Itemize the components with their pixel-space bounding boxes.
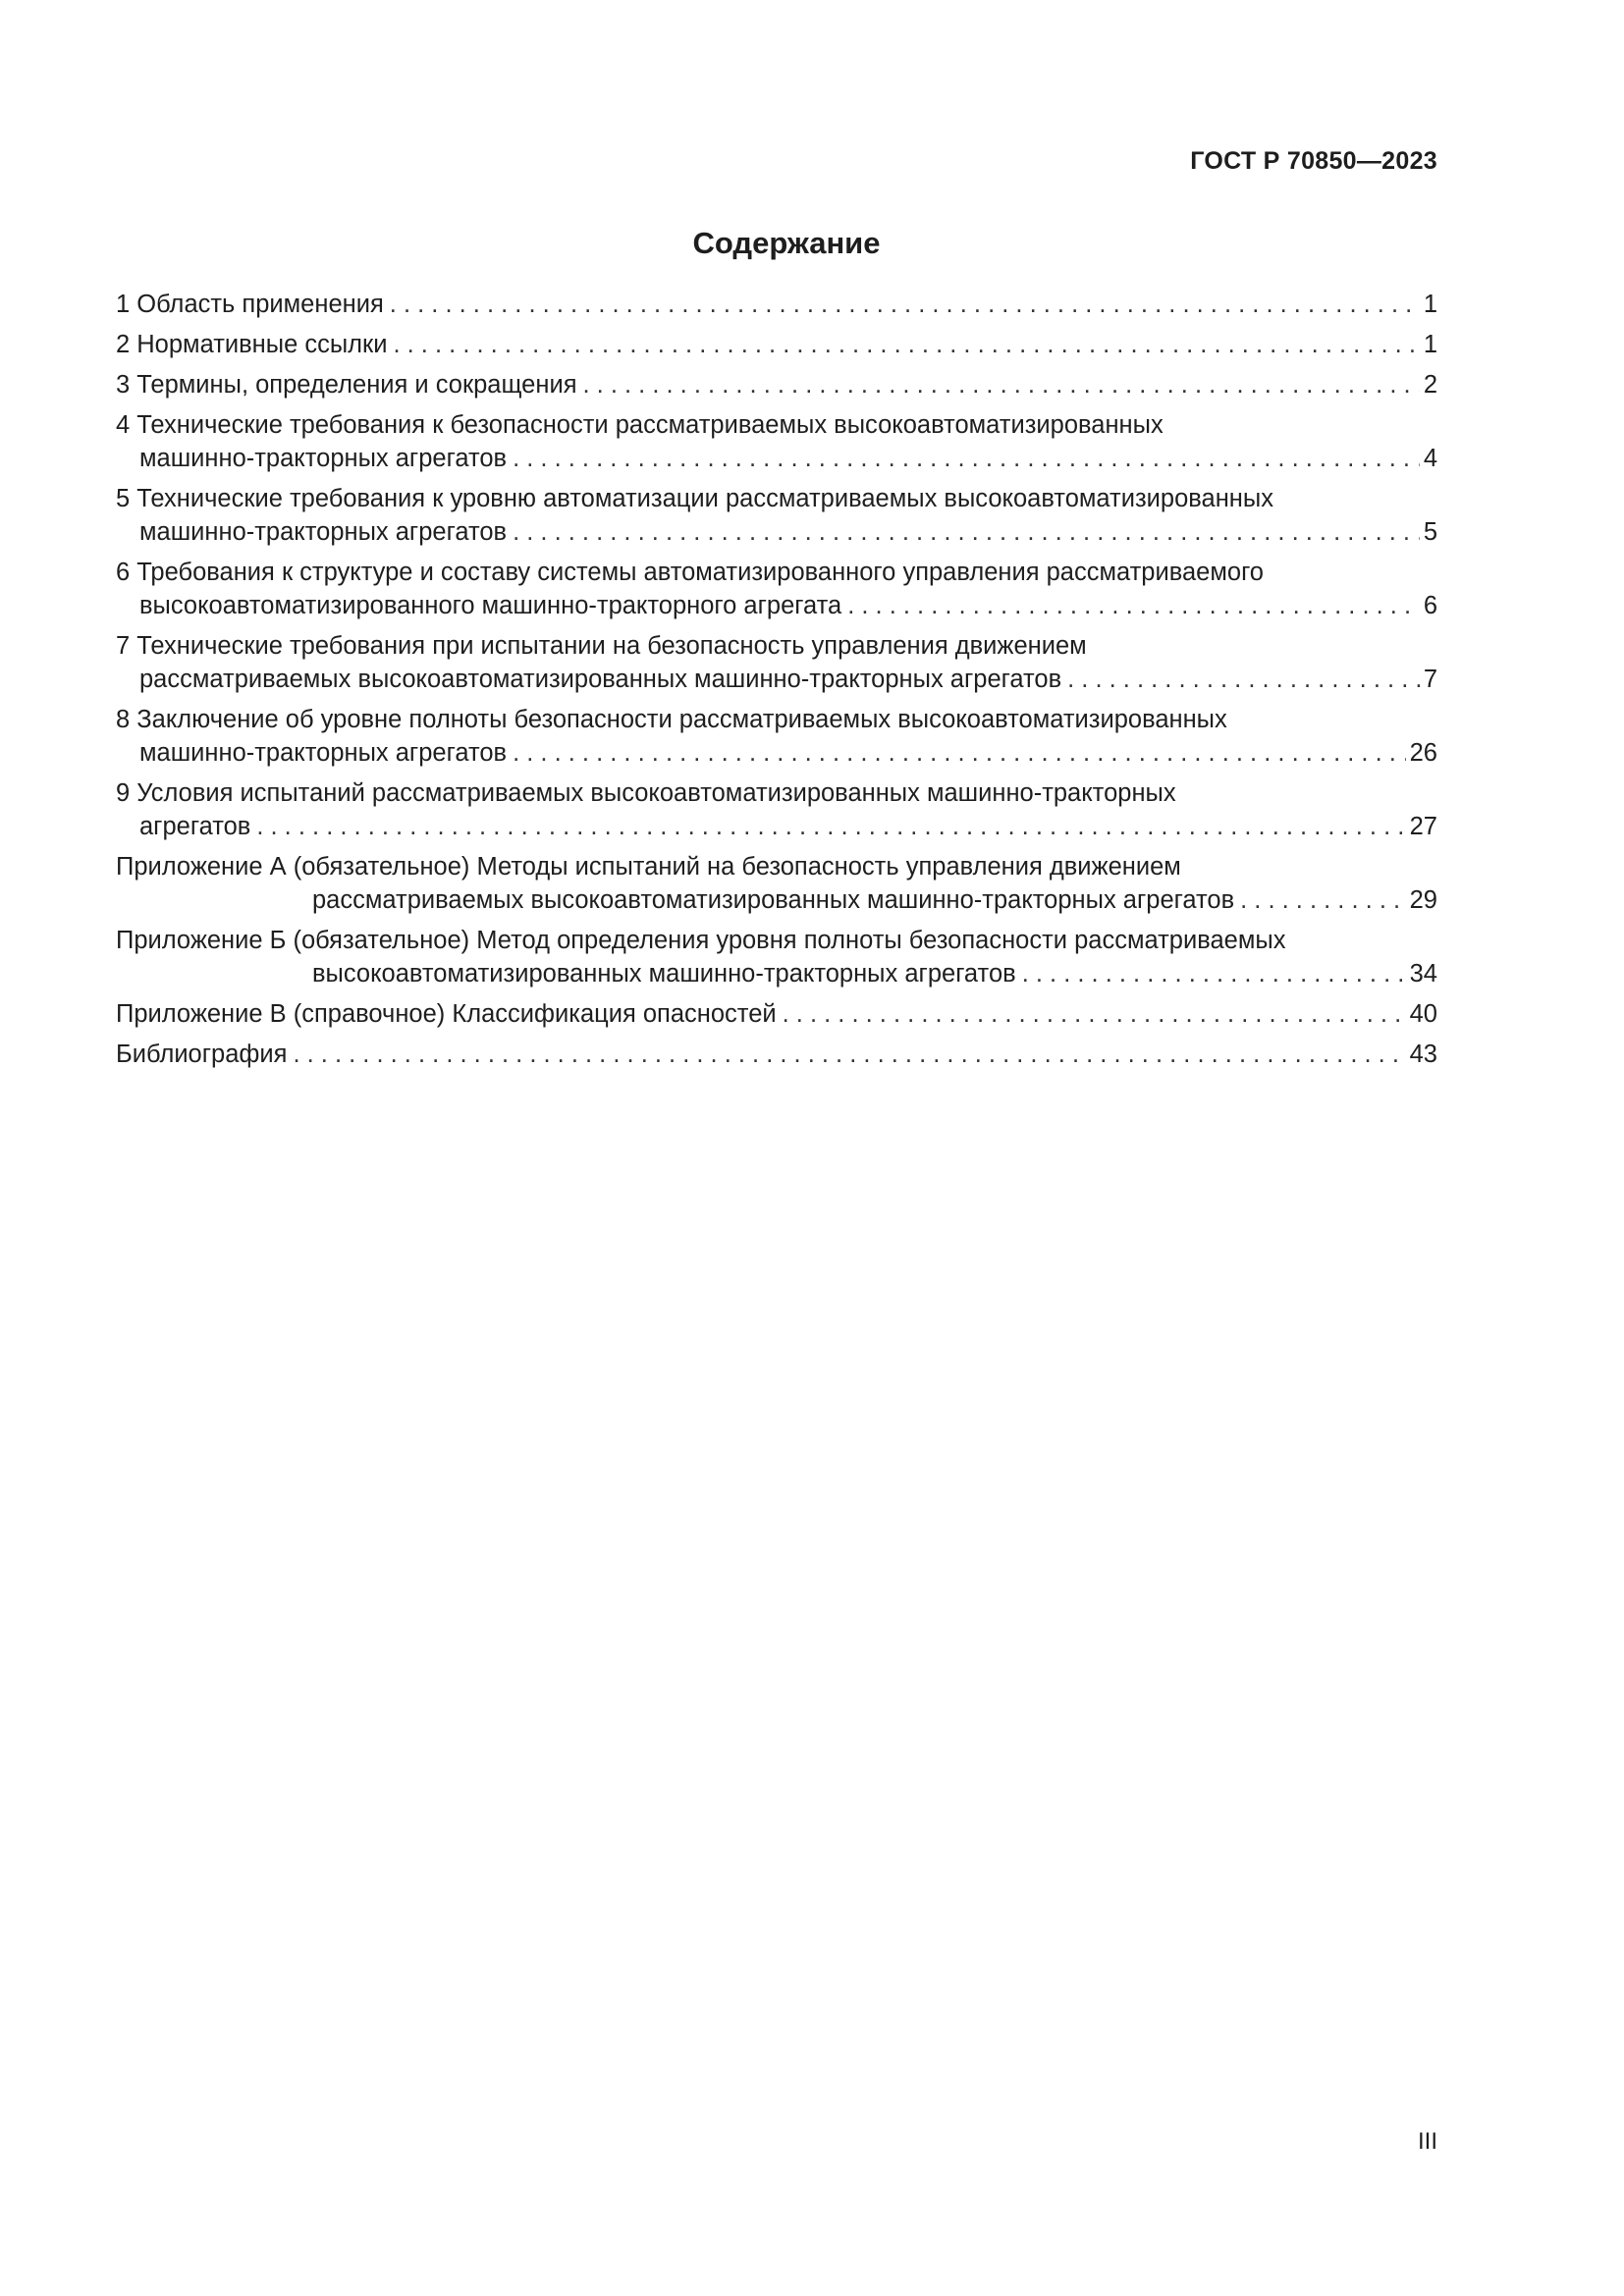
- toc-page-number: 2: [1423, 371, 1437, 399]
- toc-entry[interactable]: [116, 776, 1437, 843]
- document-code: ГОСТ Р 70850—2023: [1190, 147, 1437, 175]
- toc-entry-text: Библиография: [116, 1041, 288, 1068]
- toc-page-number: 4: [1423, 445, 1437, 472]
- toc-entry-text-cont: рассматриваемых высокоавтоматизированных машинно-тракторных агрегатов: [312, 886, 1235, 914]
- toc-entry[interactable]: [116, 328, 1437, 361]
- toc-entry[interactable]: [116, 482, 1437, 549]
- toc-page-number: 29: [1409, 886, 1437, 914]
- toc-leader: [390, 288, 1420, 321]
- toc-entry-appendix-v[interactable]: [116, 997, 1437, 1031]
- toc-leader: [513, 442, 1420, 475]
- table-of-contents: [116, 288, 1437, 1078]
- toc-entry-text: 9 Условия испытаний рассматриваемых высокоавтоматизированных машинно-тракторных: [116, 779, 1176, 807]
- toc-entry-text: 4 Технические требования к безопасности рассматриваемых высокоавтоматизированных: [116, 411, 1164, 439]
- toc-leader: [847, 589, 1420, 622]
- toc-leader: [1240, 883, 1406, 917]
- page-number: III: [1417, 2128, 1437, 2155]
- toc-entry-text: 6 Требования к структуре и составу системы автоматизированного управления рассматриваемого: [116, 559, 1264, 586]
- toc-entry-text-cont: машинно-тракторных агрегатов: [139, 445, 508, 472]
- toc-entry-text: 5 Технические требования к уровню автоматизации рассматриваемых высокоавтоматизированных: [116, 485, 1273, 512]
- toc-page-number: 6: [1423, 592, 1437, 619]
- toc-entry-text-cont: машинно-тракторных агрегатов: [139, 739, 508, 767]
- toc-leader: [393, 328, 1419, 361]
- toc-page-number: 1: [1423, 291, 1437, 318]
- toc-page-number: 34: [1409, 960, 1437, 988]
- toc-entry-text-cont: высокоавтоматизированного машинно-тракторного агрегата: [139, 592, 842, 619]
- toc-entry-text: 2 Нормативные ссылки: [116, 331, 388, 358]
- toc-leader: [513, 515, 1420, 549]
- toc-entry[interactable]: [116, 288, 1437, 321]
- toc-leader: [513, 736, 1406, 770]
- toc-entry[interactable]: [116, 368, 1437, 401]
- toc-page-number: 5: [1423, 518, 1437, 546]
- toc-leader: [1067, 663, 1420, 696]
- toc-leader: [293, 1038, 1405, 1071]
- toc-entry-text: 1 Область применения: [116, 291, 384, 318]
- toc-entry-text-cont: агрегатов: [139, 813, 251, 840]
- toc-leader: [1022, 957, 1406, 990]
- toc-entry-bibliography[interactable]: [116, 1038, 1437, 1071]
- toc-entry[interactable]: [116, 408, 1437, 475]
- toc-entry-text: 3 Термины, определения и сокращения: [116, 371, 577, 399]
- toc-entry-appendix-a[interactable]: [116, 850, 1437, 917]
- toc-entry[interactable]: [116, 556, 1437, 622]
- toc-entry-text: Приложение В (справочное) Классификация опасностей: [116, 1000, 777, 1028]
- toc-title: Содержание: [692, 226, 881, 260]
- toc-entry-text: 7 Технические требования при испытании на безопасность управления движением: [116, 632, 1087, 660]
- toc-leader: [583, 368, 1420, 401]
- toc-page-number: 43: [1409, 1041, 1437, 1068]
- toc-entry-text: Приложение Б (обязательное) Метод определения уровня полноты безопасности рассматриваемых: [116, 927, 1286, 954]
- toc-page-number: 40: [1409, 1000, 1437, 1028]
- toc-entry-appendix-b[interactable]: [116, 924, 1437, 990]
- toc-entry-text-cont: рассматриваемых высокоавтоматизированных машинно-тракторных агрегатов: [139, 666, 1062, 693]
- toc-page-number: 27: [1409, 813, 1437, 840]
- toc-entry-text: Приложение А (обязательное) Методы испытаний на безопасность управления движением: [116, 853, 1181, 881]
- toc-leader: [783, 997, 1406, 1031]
- toc-entry-text-cont: высокоавтоматизированных машинно-тракторных агрегатов: [312, 960, 1016, 988]
- toc-entry-text-cont: машинно-тракторных агрегатов: [139, 518, 508, 546]
- toc-leader: [256, 810, 1405, 843]
- toc-page-number: 7: [1423, 666, 1437, 693]
- toc-entry-text: 8 Заключение об уровне полноты безопасности рассматриваемых высокоавтоматизированных: [116, 706, 1227, 733]
- toc-page-number: 1: [1423, 331, 1437, 358]
- toc-page-number: 26: [1409, 739, 1437, 767]
- toc-entry[interactable]: [116, 629, 1437, 696]
- toc-entry[interactable]: [116, 703, 1437, 770]
